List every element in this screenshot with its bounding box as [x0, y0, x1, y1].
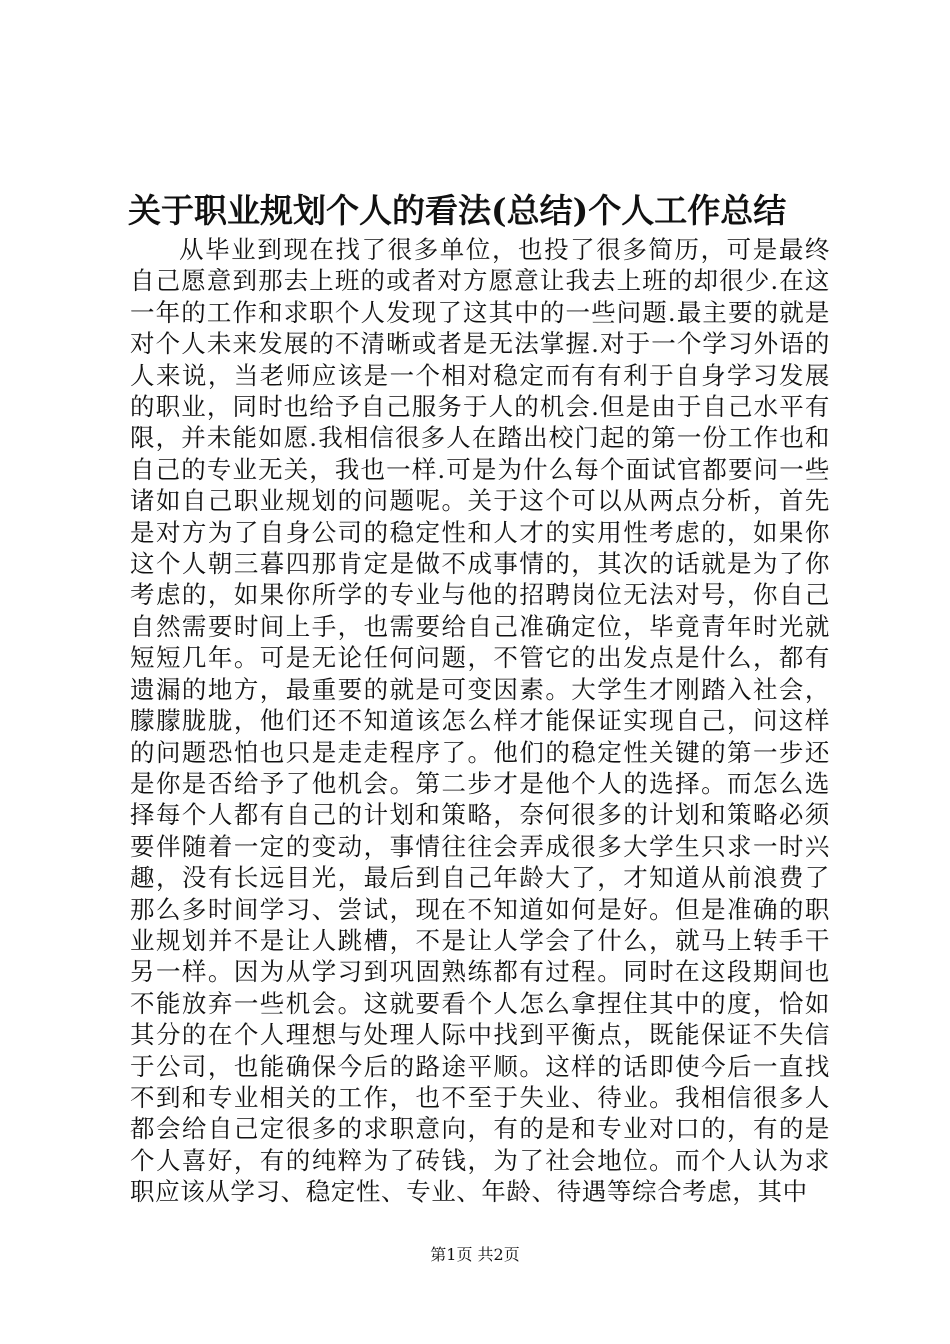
document-title: 关于职业规划个人的看法(总结)个人工作总结	[128, 191, 787, 230]
page-number-indicator: 第1页 共2页	[430, 1245, 520, 1264]
document-body-paragraph: 从毕业到现在找了很多单位，也投了很多简历，可是最终自己愿意到那去上班的或者对方愿意让我去上班的却很少.在这一年的工作和求职个人发现了这其中的一些问题.最主要的就是对个人未来发展的不清晰或者是无法掌握.对于一个学习外语的人来说，当老师应该是一个相对稳定而有有利于自身学习发展的职业，同时也给予自己服务于人的机会.但是由于自己水平有限，并未能如愿.我相信很多人在踏出校门起的第一份工作也和自己的专业无关，我也一样.可是为什么每个面试官都要问一些诸如自己职业规划的问题呢。关于这个可以从两点分析，首先是对方为了自身公司的稳定性和人才的实用性考虑的，如果你这个人朝三暮四那肯定是做不成事情的，其次的话就是为了你考虑的，如果你所学的专业与他的招聘岗位无法对号，你自己自然需要时间上手，也需要给自己准确定位，毕竟青年时光就短短几年。可是无论任何问题，不管它的出发点是什么，都有遗漏的地方，最重要的就是可变因素。大学生才刚踏入社会，朦朦胧胧，他们还不知道该怎么样才能保证实现自己，问这样的问题恐怕也只是走走程序了。他们的稳定性关键的第一步还是你是否给予了他机会。第二步才是他个人的选择。而怎么选择每个人都有自己的计划和策略，奈何很多的计划和策略必须要伴随着一定的变动，事情往往会弄成很多大学生只求一时兴趣，没有长远目光，最后到自己年龄大了，才知道从前浪费了那么多时间学习、尝试，现在不知道如何是好。但是准确的职业规划并不是让人跳槽，不是让人学会了什么，就马上转手干另一样。因为从学习到巩固熟练都有过程。同时在这段期间也不能放弃一些机会。这就要看个人怎么拿捏住其中的度，恰如其分的在个人理想与处理人际中找到平衡点，既能保证不失信于公司，也能确保今后的路途平顺。这样的话即使今后一直找不到和专业相关的工作，也不至于失业、待业。我相信很多人都会给自己定很多的求职意向，有的是和专业对口的，有的是个人喜好，有的纯粹为了砖钱，为了社会地位。而个人认为求职应该从学习、稳定性、专业、年龄、待遇等综合考虑，其中	[130, 235, 830, 1207]
